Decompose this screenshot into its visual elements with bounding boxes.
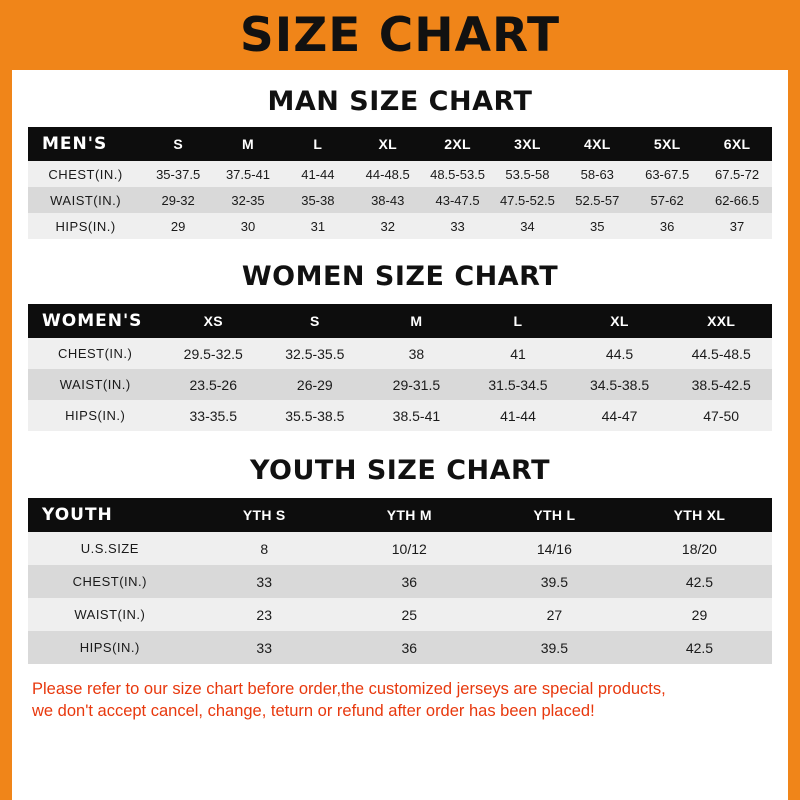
- table-row: [28, 598, 772, 631]
- table-row: [28, 338, 772, 369]
- youth-col-header: YTH S: [242, 507, 286, 523]
- women-col-header: L: [513, 313, 523, 329]
- cell: 23.5-26: [189, 376, 237, 393]
- man-size-chart-title: MAN SIZE CHART: [267, 86, 533, 117]
- table-row: [28, 213, 772, 239]
- cell: 44-47: [601, 407, 638, 424]
- women-col-header: S: [310, 313, 320, 329]
- cell: 41-44: [301, 166, 335, 182]
- women-size-chart-title: WOMEN SIZE CHART: [241, 261, 559, 292]
- table-row: [28, 400, 772, 431]
- cell: 38-43: [371, 192, 405, 208]
- table-row: [28, 532, 772, 565]
- women-table-header: [28, 304, 772, 338]
- notice-line-2: we don't accept cancel, change, teturn or refund after order has been placed!: [32, 702, 595, 721]
- cell: 47-50: [703, 407, 740, 424]
- cell: 33-35.5: [189, 407, 237, 424]
- cell: 27: [546, 606, 563, 623]
- man-col-header: 4XL: [584, 136, 611, 152]
- cell: 29-32: [161, 192, 195, 208]
- youth-col-header: YTH XL: [673, 507, 726, 523]
- row-label: U.S.SIZE: [80, 541, 139, 556]
- cell: 33: [450, 218, 465, 234]
- youth-col-header: YTH M: [386, 507, 432, 523]
- cell: 35: [590, 218, 605, 234]
- notice-line-1: Please refer to our size chart before order,the customized jerseys are special products,: [32, 680, 666, 698]
- cell: 32-35: [231, 192, 265, 208]
- cell: 34.5-38.5: [589, 376, 650, 393]
- cell: 32: [380, 218, 395, 234]
- women-col-header: XS: [203, 313, 223, 329]
- cell: 44-48.5: [365, 166, 410, 182]
- cell: 25: [401, 606, 418, 623]
- youth-col-header: YTH L: [533, 507, 576, 523]
- cell: 34: [520, 218, 535, 234]
- row-label: WAIST(IN.): [50, 192, 122, 208]
- cell: 67.5-72: [714, 166, 760, 182]
- man-table-corner-label: MEN'S: [42, 134, 108, 154]
- cell: 18/20: [681, 540, 717, 557]
- cell: 63-67.5: [645, 166, 690, 182]
- row-label: HIPS(IN.): [55, 218, 116, 234]
- cell: 38.5-41: [392, 407, 441, 424]
- women-col-header: XXL: [707, 313, 736, 329]
- youth-size-table: [28, 498, 772, 664]
- man-size-table: [28, 127, 772, 239]
- table-row: [28, 369, 772, 400]
- man-col-header: M: [242, 136, 254, 152]
- cell: 29: [691, 606, 708, 623]
- cell: 31.5-34.5: [488, 376, 548, 393]
- cell: 36: [401, 573, 418, 590]
- cell: 41: [510, 345, 526, 362]
- youth-table-corner-label: YOUTH: [42, 505, 113, 525]
- row-label: CHEST(IN.): [58, 346, 133, 361]
- man-col-header: 3XL: [514, 136, 541, 152]
- cell: 37.5-41: [225, 166, 271, 182]
- man-col-header: L: [313, 136, 323, 152]
- cell: 39.5: [540, 573, 568, 590]
- man-col-header: S: [173, 136, 183, 152]
- cell: 48.5-53.5: [430, 166, 486, 182]
- man-table-header: [28, 127, 772, 161]
- table-row: [28, 631, 772, 664]
- page-header-banner: [0, 0, 800, 70]
- row-label: CHEST(IN.): [48, 166, 123, 182]
- cell: 30: [240, 218, 256, 234]
- cell: 36: [659, 218, 675, 234]
- cell: 29-31.5: [392, 376, 441, 393]
- cell: 35-38: [301, 192, 335, 208]
- order-policy-notice: [32, 678, 768, 723]
- table-row: [28, 161, 772, 187]
- cell: 29: [170, 218, 186, 234]
- man-col-header: XL: [378, 136, 397, 152]
- cell: 62-66.5: [714, 192, 760, 208]
- cell: 39.5: [540, 639, 568, 656]
- cell: 57-62: [650, 192, 684, 208]
- women-table-corner-label: WOMEN'S: [42, 311, 143, 331]
- cell: 42.5: [685, 573, 714, 590]
- page-title: SIZE CHART: [239, 7, 561, 63]
- cell: 10/12: [391, 540, 427, 557]
- cell: 42.5: [685, 639, 714, 656]
- cell: 8: [260, 540, 269, 557]
- cell: 38.5-42.5: [691, 376, 751, 393]
- man-col-header: 2XL: [444, 136, 471, 152]
- cell: 36: [401, 639, 418, 656]
- women-col-header: XL: [610, 313, 629, 329]
- cell: 29.5-32.5: [183, 345, 243, 362]
- table-row: [28, 565, 772, 598]
- women-col-header: M: [410, 313, 423, 329]
- cell: 41-44: [500, 407, 536, 424]
- cell: 35.5-38.5: [285, 407, 345, 424]
- cell: 44.5-48.5: [691, 345, 751, 362]
- row-label: WAIST(IN.): [59, 377, 131, 392]
- cell: 33: [256, 639, 272, 656]
- cell: 43-47.5: [435, 192, 480, 208]
- man-col-header: 6XL: [723, 136, 751, 152]
- cell: 33: [256, 573, 272, 590]
- cell: 38: [408, 345, 425, 362]
- cell: 23: [256, 606, 272, 623]
- youth-table-header: [28, 498, 772, 532]
- cell: 53.5-58: [505, 166, 550, 182]
- cell: 58-63: [580, 166, 614, 182]
- cell: 32.5-35.5: [285, 345, 345, 362]
- cell: 44.5: [605, 345, 634, 362]
- cell: 35-37.5: [156, 166, 201, 182]
- youth-size-chart-title: YOUTH SIZE CHART: [249, 455, 551, 486]
- cell: 31: [310, 218, 326, 234]
- row-label: HIPS(IN.): [65, 408, 126, 423]
- page-content: [12, 86, 788, 723]
- cell: 52.5-57: [575, 192, 620, 208]
- cell: 37: [729, 218, 745, 234]
- row-label: CHEST(IN.): [72, 574, 147, 589]
- table-row: [28, 187, 772, 213]
- row-label: HIPS(IN.): [79, 640, 140, 655]
- cell: 14/16: [536, 540, 572, 557]
- cell: 47.5-52.5: [499, 192, 555, 208]
- man-col-header: 5XL: [653, 136, 681, 152]
- cell: 26-29: [296, 376, 333, 393]
- women-size-table: [28, 304, 772, 431]
- row-label: WAIST(IN.): [74, 607, 146, 622]
